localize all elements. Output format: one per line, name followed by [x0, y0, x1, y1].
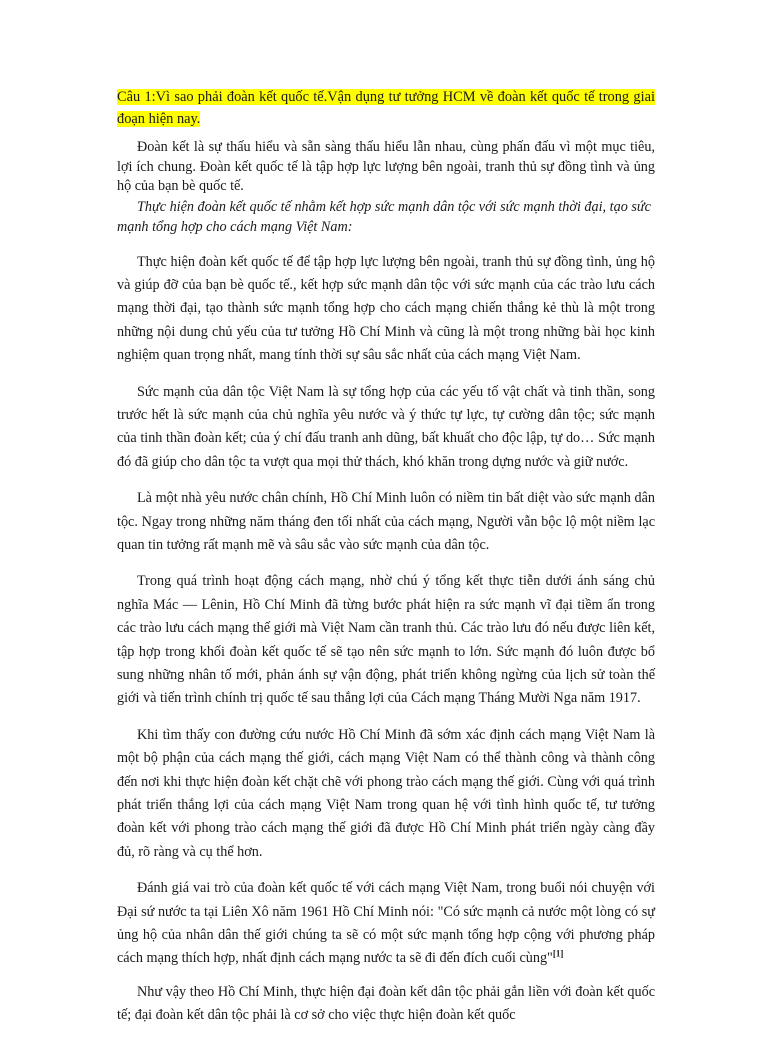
body-paragraph-2: Sức mạnh của dân tộc Việt Nam là sự tổng hợp của các yếu tố vật chất và tinh thần, song trước hết là sức mạnh của chủ nghĩa yêu nước và ý thức tự lực, tự cường dân tộc; sức mạnh của tinh thần đoàn kết; của ý chí đấu tranh anh dũng, bất khuất cho độc lập, tự do… Sức mạnh đó đã giúp cho dân tộc ta vượt qua mọi thử thách, khó khăn trong dựng nước và giữ nước. — [117, 383, 655, 470]
body-paragraph-6 — [117, 877, 655, 971]
quote-text: Đánh giá vai trò của đoàn kết quốc tế với cách mạng Việt Nam, trong buổi nói chuyện với Đại sứ nước ta tại Liên Xô năm 1961 Hồ Chí Minh nói: "Có sức mạnh cả nước một lòng có sự ủng hộ của nhân dân thế giới chúng ta sẽ có một sức mạnh tổng hợp cộng với phương pháp cách mạng thích hợp, nhất định cách mạng nước ta sẽ đi đến đích cuối cùng" — [117, 880, 655, 967]
body-paragraph-7: Như vậy theo Hồ Chí Minh, thực hiện đại đoàn kết dân tộc phải gắn liền với đoàn kết quốc tế; đại đoàn kết dân tộc phải là cơ sở cho việc thực hiện đoàn kết quốc — [117, 983, 655, 1024]
question-title — [117, 86, 655, 130]
italic-heading: Thực hiện đoàn kết quốc tế nhằm kết hợp sức mạnh dân tộc với sức mạnh thời đại, tạo sức mạnh tổng hợp cho cách mạng Việt Nam: — [117, 198, 651, 235]
footnote-reference[interactable]: [1] — [552, 948, 564, 959]
body-paragraph-3: Là một nhà yêu nước chân chính, Hồ Chí Minh luôn có niềm tin bất diệt vào sức mạnh dân tộc. Ngay trong những năm tháng đen tối nhất của cách mạng, Người vẫn bộc lộ một niềm lạc quan tin tưởng rất mạnh mẽ và sâu sắc vào sức mạnh của dân tộc. — [117, 490, 655, 553]
highlighted-title-text: Câu 1:Vì sao phải đoàn kết quốc tế.Vận dụng tư tưởng HCM về đoàn kết quốc tế trong giai đoạn hiện nay. — [117, 89, 655, 127]
body-paragraph-1: Thực hiện đoàn kết quốc tế để tập hợp lực lượng bên ngoài, tranh thủ sự đồng tình, ủng hộ và giúp đỡ của bạn bè quốc tế., kết hợp sức mạnh dân tộc với sức mạnh của các trào lưu cách mạng thời đại, tạo thành sức mạnh tổng hợp cho cách mạng chiến thắng kẻ thù là một trong những nội dung chủ yếu của tư tưởng Hồ Chí Minh và cũng là một trong những bài học kinh nghiệm quan trọng nhất, mang tính thời sự sâu sắc nhất của cách mạng Việt Nam. — [117, 253, 655, 364]
body-paragraph-5: Khi tìm thấy con đường cứu nước Hồ Chí Minh đã sớm xác định cách mạng Việt Nam là một bộ phận của cách mạng thế giới, cách mạng Việt Nam có thể thành công và thành công đến nơi khi thực hiện đoàn kết chặt chẽ với phong trào cách mạng thế giới. Cùng với quá trình phát triển thắng lợi của cách mạng Việt Nam trong quan hệ với tình hình quốc tế, tư tưởng đoàn kết với phong trào cách mạng thế giới đã được Hồ Chí Minh phát triển ngày càng đầy đủ, rõ ràng và cụ thể hơn. — [117, 726, 655, 860]
document-body — [117, 86, 655, 1041]
intro-paragraph: Đoàn kết là sự thấu hiểu và sẵn sàng thấu hiểu lẫn nhau, cùng phấn đấu vì một mục tiêu, lợi ích chung. Đoàn kết quốc tế là tập hợp lực lượng bên ngoài, tranh thủ sự đồng tình và ủng hộ của bạn bè quốc tế. — [117, 139, 655, 194]
body-paragraph-4: Trong quá trình hoạt động cách mạng, nhờ chú ý tổng kết thực tiễn dưới ánh sáng chủ nghĩa Mác — Lênin, Hồ Chí Minh đã từng bước phát hiện ra sức mạnh vĩ đại tiềm ẩn trong các trào lưu cách mạng thế giới mà Việt Nam cần tranh thủ. Các trào lưu đó nếu được liên kết, tập hợp trong khối đoàn kết quốc tế sẽ tạo nên sức mạnh to lớn. Sức mạnh đó luôn được bổ sung những nhân tố mới, phản ánh sự vận động, phát triển không ngừng của lịch sử toàn thế giới và tiến trình chính trị quốc tế sau thắng lợi của Cách mạng Tháng Mười Nga năm 1917. — [117, 573, 655, 707]
